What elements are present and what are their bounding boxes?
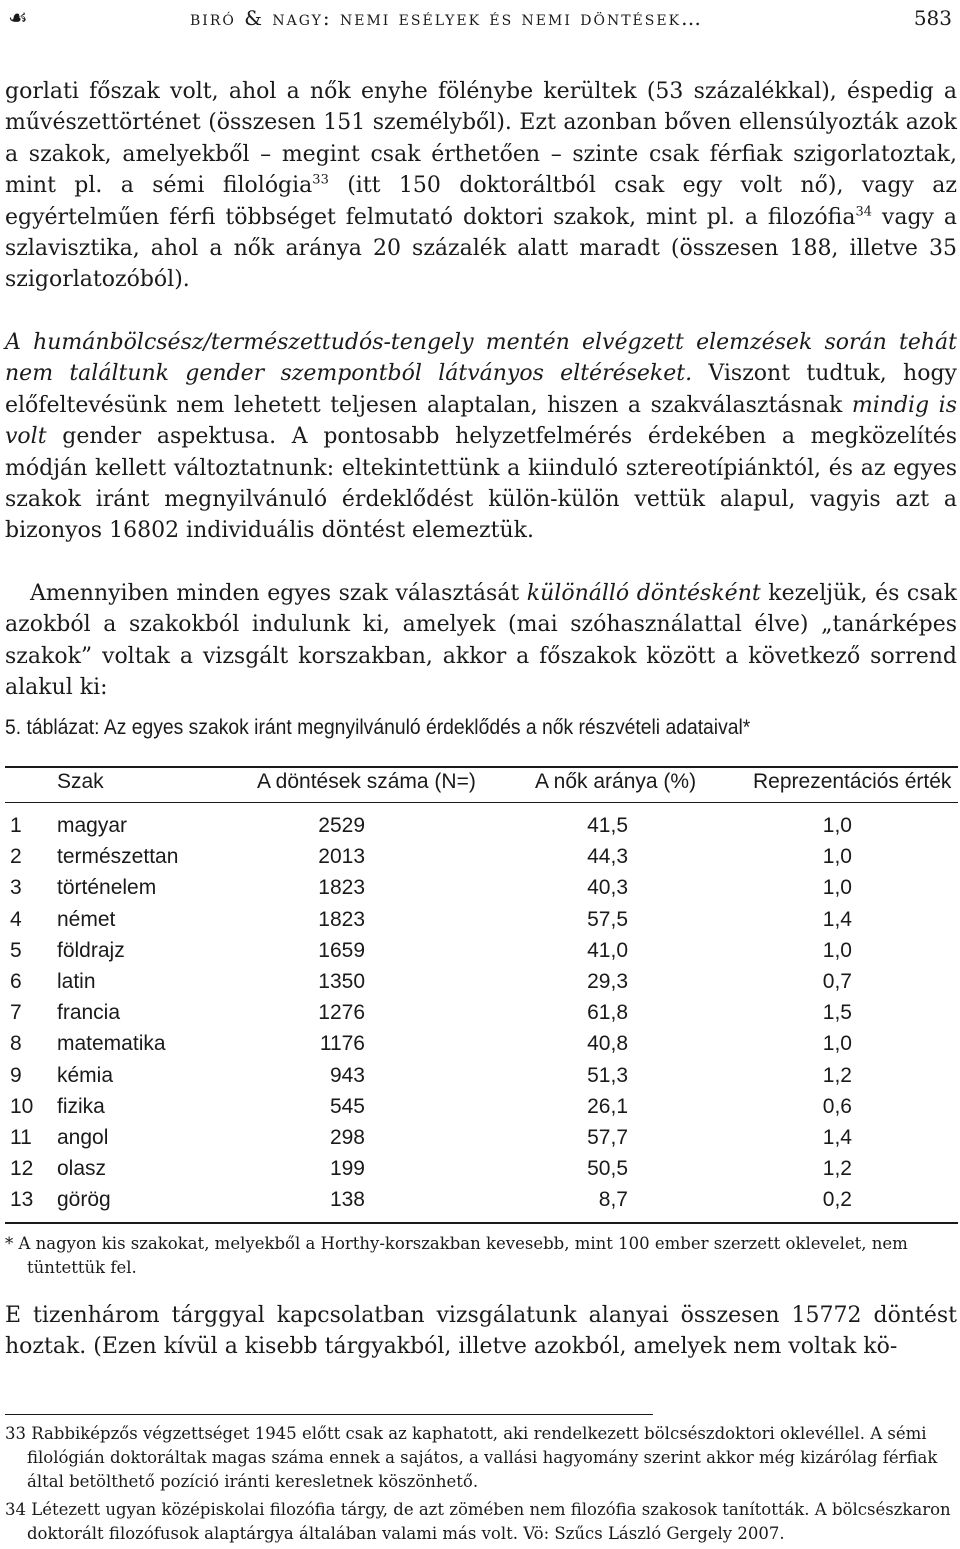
women-share: 51,3 [587, 1063, 628, 1087]
decision-count: 1350 [318, 970, 365, 993]
women-share: 57,7 [587, 1126, 628, 1149]
representation-value: 1,5 [822, 1001, 852, 1025]
col-header-szak: Szak [57, 770, 104, 793]
row-number: 11 [10, 1126, 32, 1149]
representation-value: 1,0 [822, 1032, 852, 1056]
footnote-33: 33 Rabbiképzős végzettséget 1945 előtt csak az kaphatott, aki rendelkezett bölcsészdoktori oklevéllel. A sémi filológián doktoráltak magas száma ennek a sajátos, a vallási hagyomány szerint akkor még kizárólag férfiak által betölthető pozíció iránti keresletnek köszönhető. [5, 1424, 938, 1491]
representation-value: 1,2 [822, 1063, 852, 1087]
women-share: 61,8 [587, 1001, 628, 1025]
paragraph-1-text-b: (itt 150 doktoráltból csak egy volt nő), vagy az egyértelműen férfi többséget felmutató doktori szakok, mint pl. a filozófia [5, 173, 957, 230]
row-number: 12 [10, 1157, 34, 1181]
table-header-row [5, 770, 958, 801]
subject-name: fizika [57, 1094, 105, 1118]
fleuron-icon: ☙ [8, 6, 28, 31]
paragraph-2-text-a: Viszont tudtuk, hogy előfeltevésünk nem lehetett teljesen alaptalan, hiszen a szakválasztásnak [5, 361, 957, 418]
row-number: 5 [10, 938, 22, 962]
subject-name: magyar [57, 814, 128, 837]
col-header-dontesek: A döntések száma (N=) [257, 770, 476, 793]
women-share: 41,5 [587, 814, 628, 837]
decision-count: 1659 [318, 938, 365, 962]
table-top-rule [5, 766, 958, 768]
decision-count: 138 [329, 1188, 365, 1212]
representation-value: 1,0 [822, 845, 852, 869]
women-share: 40,8 [587, 1032, 628, 1056]
table-row [5, 939, 958, 970]
table-header-rule [5, 802, 958, 803]
running-header [0, 0, 960, 40]
subject-name: német [57, 907, 116, 931]
decision-count: 2529 [318, 814, 365, 837]
row-number: 4 [10, 907, 22, 931]
women-share: 50,5 [587, 1157, 628, 1181]
table-row [5, 1064, 958, 1095]
decision-count: 545 [329, 1094, 365, 1118]
table-row [5, 908, 958, 939]
subject-name: történelem [57, 876, 157, 900]
women-share: 44,3 [587, 845, 628, 869]
paragraph-2-italic-2: mindig is volt [5, 392, 958, 450]
table-row [5, 1126, 958, 1157]
paragraph-4: E tizenhárom tárggyal kapcsolatban vizsgálatunk alanyai összesen 15772 döntést hoztak. (Ezen kívül a kisebb tárgyakból, illetve azokból, amelyek nem voltak kö- [5, 1303, 957, 1360]
subject-name: olasz [57, 1157, 107, 1181]
subject-name: francia [57, 1001, 121, 1025]
representation-value: 0,6 [822, 1094, 852, 1118]
table-row [5, 1188, 958, 1219]
subject-name: földrajz [57, 938, 125, 962]
women-share: 57,5 [587, 907, 628, 931]
row-number: 9 [10, 1063, 22, 1087]
paragraph-2 [5, 327, 957, 547]
decision-count: 1823 [318, 876, 365, 900]
col-header-reprezentacios: Reprezentációs érték [753, 770, 952, 793]
paragraph-3-text-a: Amennyiben minden egyes szak választását [30, 581, 527, 606]
paragraph-3-text-b: kezeljük, és csak azokból a szakokból indulunk ki, amelyek (mai szóhasználattal élve) „tanárképes szakok” voltak a vizsgált korszakban, akkor a főszakok között a következő sorrend alakul ki: [5, 581, 957, 701]
women-share: 8,7 [598, 1188, 628, 1212]
women-share: 40,3 [587, 876, 628, 900]
representation-value: 1,4 [822, 1126, 852, 1149]
women-share: 41,0 [587, 938, 628, 962]
paragraph-2-text-b: gender aspektusa. A pontosabb helyzetfelmérés érdekében a megközelítés módján kellett változtatnunk: eltekintettünk a kiinduló sztereotípiánktól, és az egyes szakok iránt megnyilvánuló érdeklődést külön-külön vettük alapul, vagyis azt a bizonyos 16802 individuális döntést elemeztük. [5, 424, 957, 544]
women-share: 29,3 [587, 970, 628, 993]
paragraph-3-italic: különálló döntésként [526, 581, 761, 606]
representation-value: 1,0 [822, 814, 852, 837]
row-number: 7 [10, 1001, 22, 1025]
row-number: 13 [10, 1188, 34, 1212]
decision-count: 1823 [318, 907, 365, 931]
table-bottom-rule [5, 1222, 958, 1224]
subject-name: angol [57, 1126, 109, 1149]
table-row [5, 1032, 958, 1063]
paragraph-1-text-c: vagy a szlavisztika, ahol a nők aránya 20 százalék alatt maradt (összesen 188, illetve 35 szigorlatozóból). [5, 204, 957, 293]
representation-value: 0,2 [822, 1188, 852, 1212]
paragraph-1-text-a: gorlati főszak volt, ahol a nők enyhe fölénybe kerültek (53 százalékkal), éspedig a művészettörténet (összesen 151 személyből). Ezt azonban bőven ellensúlyozták azok a szakok, amelyekből – megint csak érthetően – szinte csak férfiak szigorlatoztak, mint pl. a sémi filológia [5, 79, 957, 199]
table-row [5, 1001, 958, 1032]
representation-value: 0,7 [822, 970, 852, 993]
decision-count: 1176 [319, 1032, 365, 1056]
representation-value: 1,0 [822, 938, 852, 962]
row-number: 10 [10, 1094, 34, 1118]
subject-name: görög [57, 1188, 111, 1212]
footnote-34: 34 Létezett ugyan középiskolai filozófia tárgy, de azt zömében nem filozófia szakosok tanították. A bölcsészkaron doktorált filozófusok alaptárgya általában valami más volt. Vö: Szűcs László Gergely 2007. [5, 1500, 951, 1543]
decision-count: 199 [329, 1157, 365, 1181]
col-header-nok-aranya: A nők aránya (%) [535, 770, 697, 793]
footnote-ref-33[interactable]: 33 [312, 172, 329, 188]
subject-name: matematika [57, 1032, 166, 1056]
page-number: 583 [913, 6, 952, 30]
table-row [5, 845, 958, 876]
row-number: 1 [10, 814, 22, 837]
table-row [5, 1157, 958, 1188]
footnote-separator [5, 1414, 653, 1415]
footnote-ref-34[interactable]: 34 [855, 204, 872, 220]
decision-count: 298 [329, 1126, 365, 1149]
representation-value: 1,0 [822, 876, 852, 900]
table-row [5, 970, 958, 1001]
decision-count: 1276 [318, 1001, 365, 1025]
subject-name: kémia [57, 1063, 114, 1087]
decision-count: 943 [329, 1063, 365, 1087]
table-row [5, 1095, 958, 1126]
table-note: * A nagyon kis szakokat, melyekből a Horthy-korszakban kevesebb, mint 100 ember szerzett oklevelet, nem tüntettük fel. [5, 1234, 908, 1277]
row-number: 2 [10, 845, 22, 869]
paragraph-3 [5, 578, 957, 704]
table-caption: 5. táblázat: Az egyes szakok iránt megnyilvánuló érdeklődés a nők részvételi adataival* [5, 716, 751, 739]
table-row [5, 876, 958, 907]
row-number: 6 [10, 970, 22, 993]
row-number: 8 [10, 1032, 22, 1056]
decision-count: 2013 [318, 845, 365, 869]
subject-name: latin [57, 970, 96, 993]
subject-name: természettan [57, 845, 179, 869]
row-number: 3 [10, 876, 22, 900]
representation-value: 1,4 [822, 907, 852, 931]
running-title: biró & nagy: nemi esélyek és nemi döntések… [190, 6, 704, 30]
table-row [5, 814, 958, 845]
women-share: 26,1 [587, 1094, 628, 1118]
paragraph-2-italic: A humánbölcsész/természettudós-tengely mentén elvégzett elemzések során tehát nem találtunk gender szempontból látványos eltéréseket. [5, 330, 957, 387]
representation-value: 1,2 [822, 1157, 852, 1181]
paragraph-1 [5, 76, 957, 296]
